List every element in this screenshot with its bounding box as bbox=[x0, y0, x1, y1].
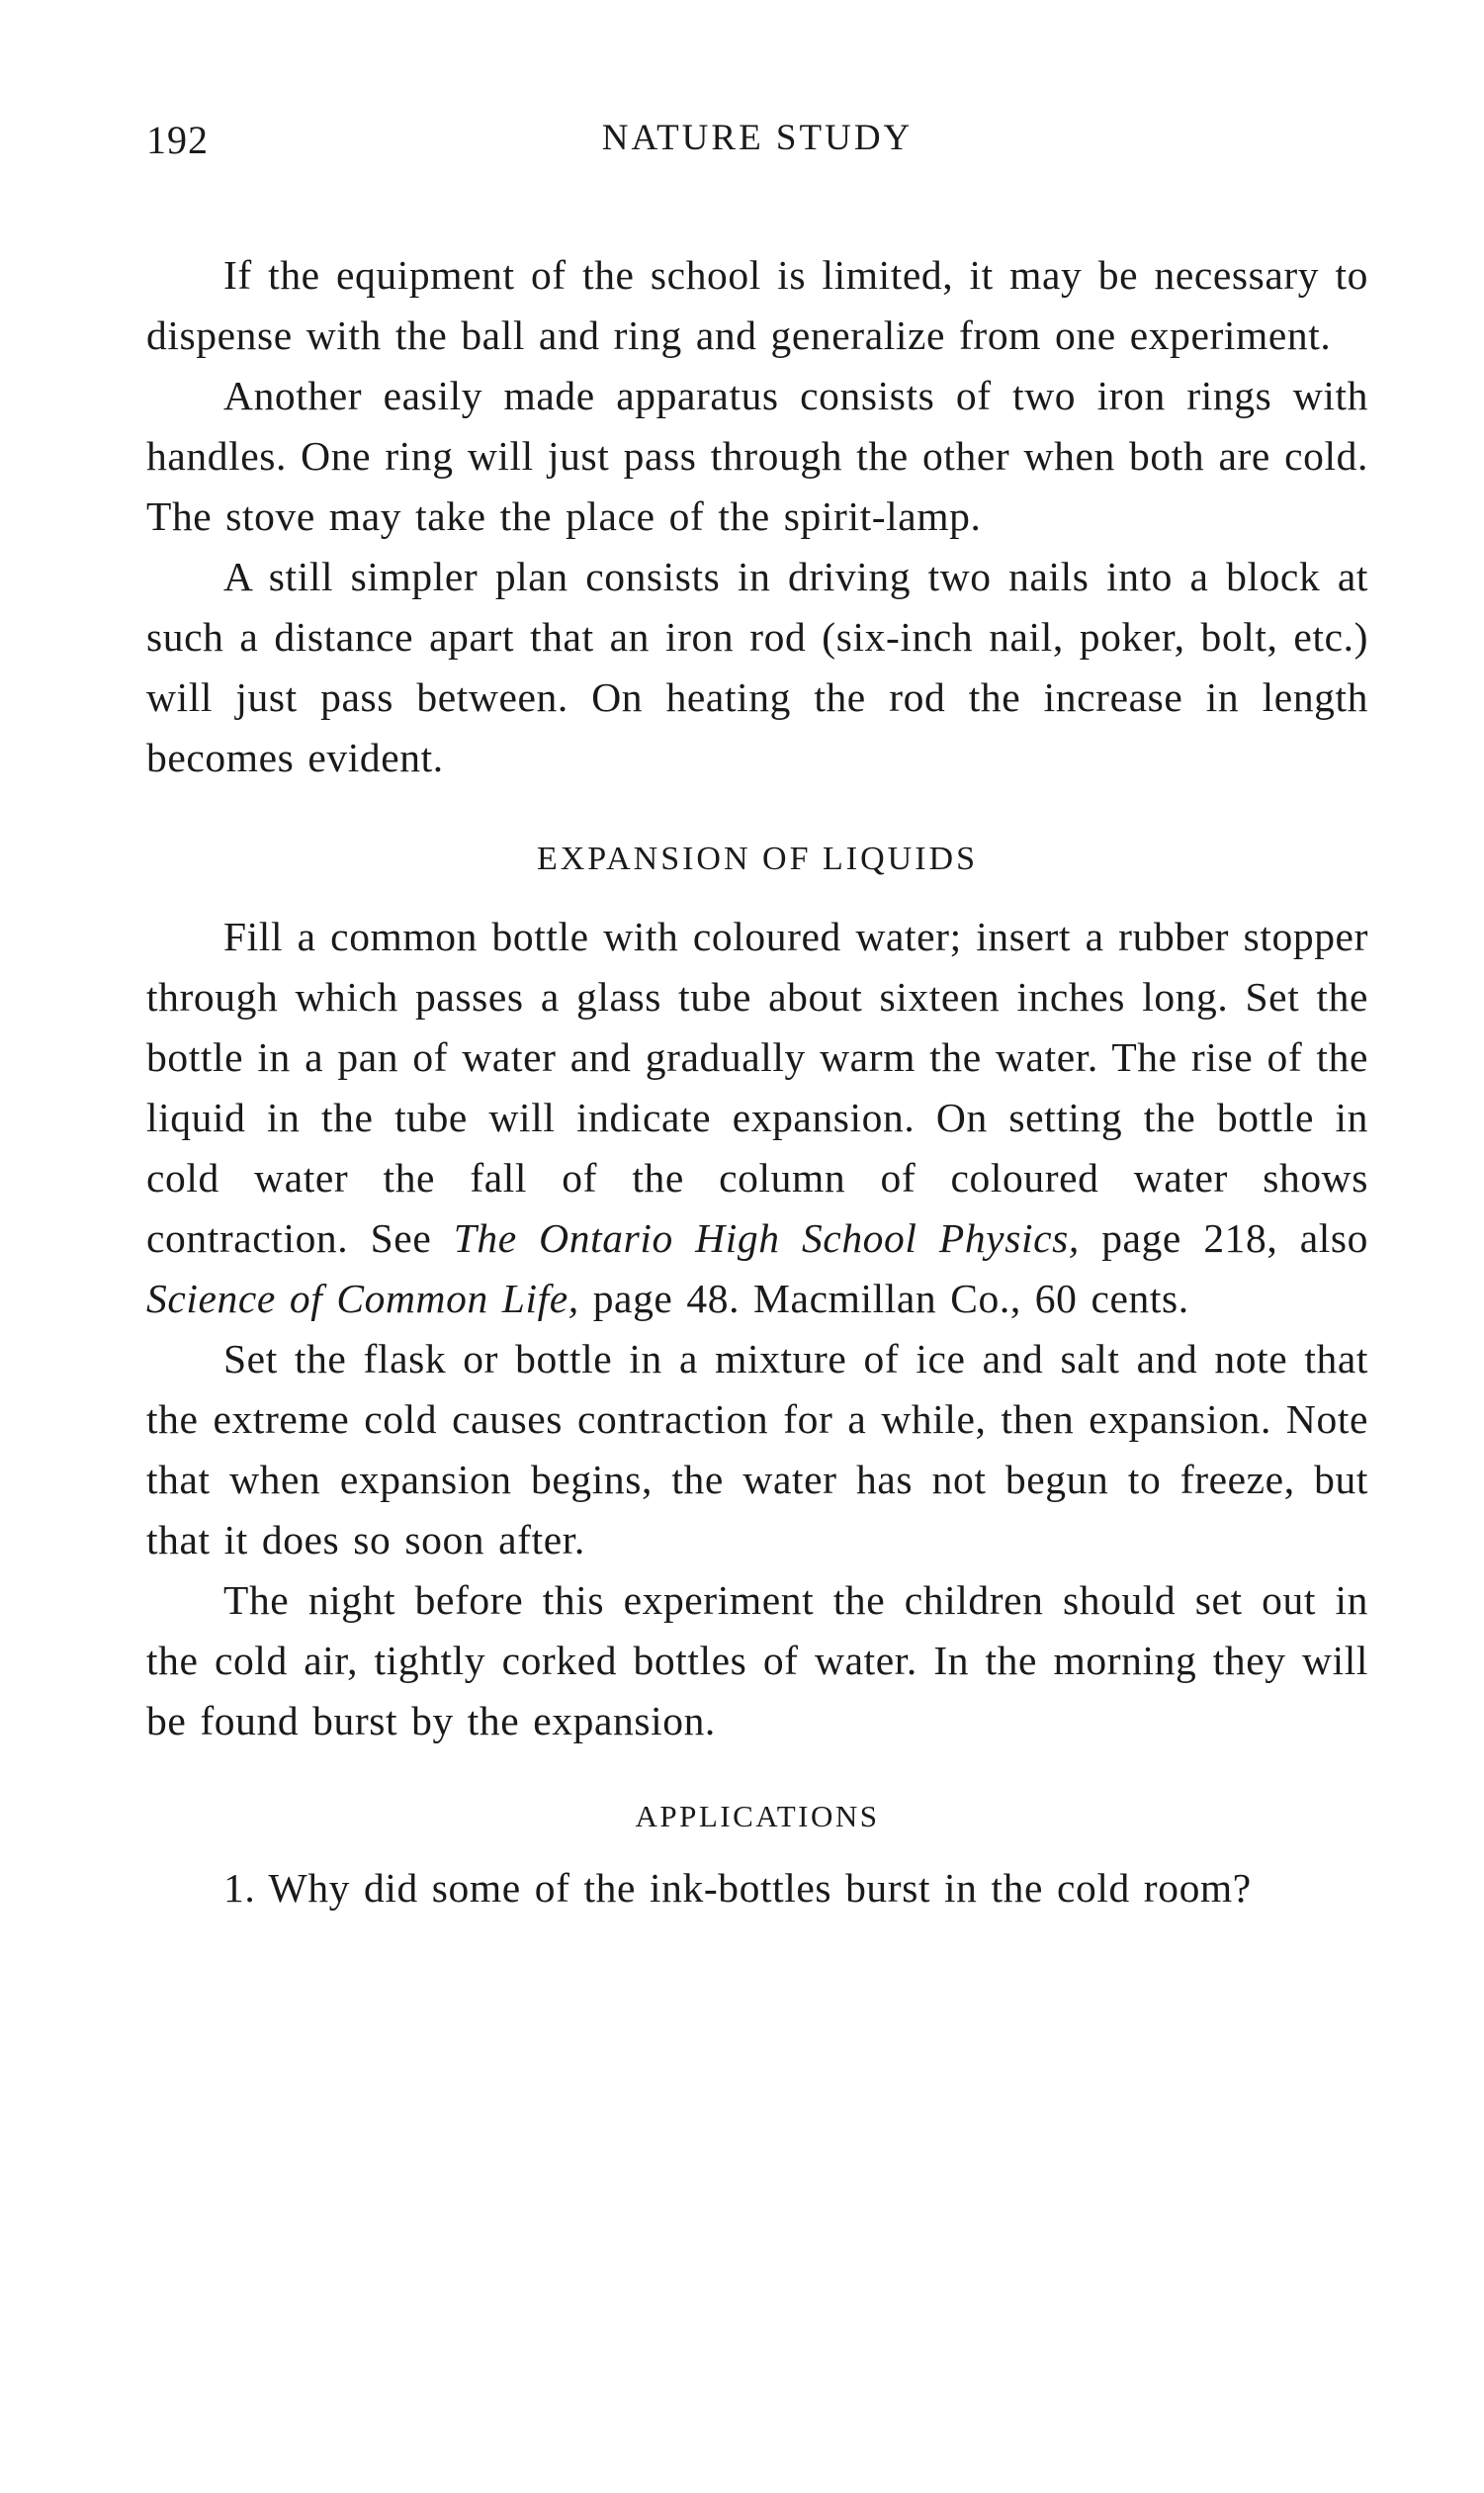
paragraph-nails-block: A still simpler plan consists in driving two nails into a block at such a distance apart that an iron rod (six-inch nail, poker, bolt, etc.) will just pass between. On heating the rod the increase in length becomes evident. bbox=[146, 554, 1368, 780]
book-reference: Science of Common Life, bbox=[146, 1276, 579, 1321]
book-reference: The Ontario High School Physics, bbox=[453, 1215, 1080, 1261]
section-heading-expansion-of-liquids: EXPANSION OF LIQUIDS bbox=[536, 841, 978, 877]
paragraph-coloured-water bbox=[146, 907, 1368, 1329]
book-page bbox=[146, 117, 1368, 1918]
section-heading-applications: APPLICATIONS bbox=[635, 1799, 880, 1833]
text-run: page 218, also bbox=[1079, 1215, 1368, 1261]
paragraph-ice-and-salt: Set the flask or bottle in a mixture of ice and salt and note that the extreme cold causes contraction for a while, then expansion. Note that when expansion begins, the water has not begun to freeze, but that it does so soon after. bbox=[146, 1336, 1368, 1562]
text-run: Fill a common bottle with coloured water; insert a rubber stopper through which passes a glass tube about sixteen inches long. Set the bottle in a pan of water and gradually warm the water. The rise of the liquid in the tube will indicate expansion. On setting the bottle in cold water the fall of the column of coloured water shows contraction. See bbox=[146, 914, 1368, 1261]
paragraph-iron-rings: Another easily made apparatus consists of two iron rings with handles. One ring will just pass through the other when both are cold. The stove may take the place of the spirit-lamp. bbox=[146, 373, 1368, 539]
question-1: 1. Why did some of the ink-bottles burst in the cold room? bbox=[223, 1865, 1252, 1911]
running-title: NATURE STUDY bbox=[601, 118, 914, 158]
page-number: 192 bbox=[146, 118, 209, 162]
paragraph-equipment-limited: If the equipment of the school is limited, it may be necessary to dispense with the ball and ring and generalize from one experiment. bbox=[146, 252, 1368, 358]
paragraph-corked-bottles: The night before this experiment the children should set out in the cold air, tightly corked bottles of water. In the morning they will be found burst by the expansion. bbox=[146, 1577, 1368, 1743]
running-head bbox=[146, 117, 1368, 176]
text-run: page 48. Macmillan Co., 60 cents. bbox=[578, 1276, 1189, 1321]
